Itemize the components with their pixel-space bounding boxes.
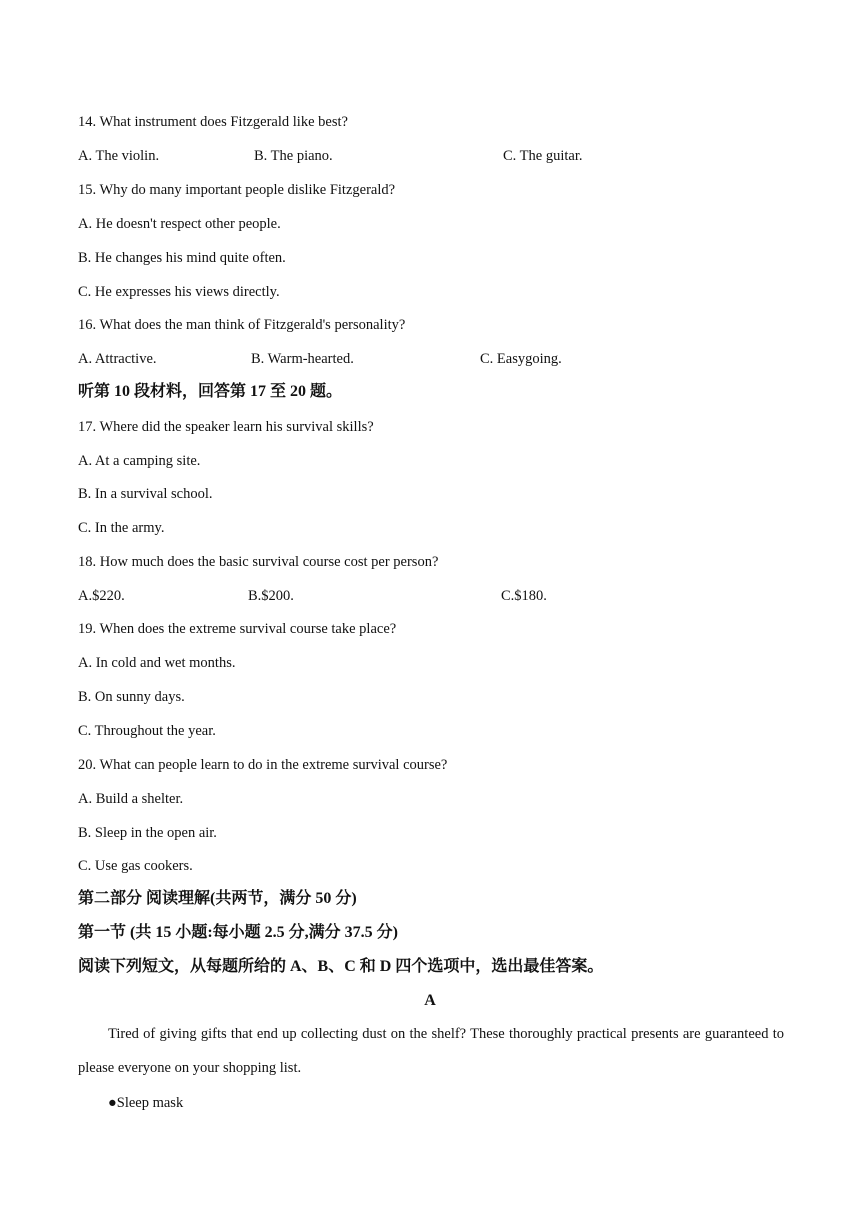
option-c: C. In the army. bbox=[78, 520, 165, 536]
option-c: C.$180. bbox=[501, 588, 547, 604]
option-a: A.$220. bbox=[78, 588, 125, 604]
option-b: B. He changes his mind quite often. bbox=[78, 250, 286, 266]
option-b: B.$200. bbox=[248, 588, 294, 604]
section-title: 第一节 (共 15 小题:每小题 2.5 分,满分 37.5 分) bbox=[78, 924, 398, 941]
option-b: B. Warm-hearted. bbox=[251, 351, 354, 367]
option-a: A. He doesn't respect other people. bbox=[78, 216, 281, 232]
question-20: 20. What can people learn to do in the extreme survival course? bbox=[78, 757, 448, 773]
option-b: B. On sunny days. bbox=[78, 689, 185, 705]
option-b: B. In a survival school. bbox=[78, 486, 213, 502]
option-c: C. He expresses his views directly. bbox=[78, 284, 280, 300]
option-b: B. The piano. bbox=[254, 148, 333, 164]
section-heading: 听第 10 段材料，回答第 17 至 20 题。 bbox=[78, 383, 343, 400]
part-title: 第二部分 阅读理解(共两节，满分 50 分) bbox=[78, 890, 357, 907]
question-18: 18. How much does the basic survival course cost per person? bbox=[78, 554, 439, 570]
question-17: 17. Where did the speaker learn his survival skills? bbox=[78, 419, 374, 435]
question-19: 19. When does the extreme survival course take place? bbox=[78, 621, 397, 637]
option-b: B. Sleep in the open air. bbox=[78, 825, 217, 841]
option-c: C. Throughout the year. bbox=[78, 723, 216, 739]
option-a: A. Attractive. bbox=[78, 351, 157, 367]
option-c: C. The guitar. bbox=[503, 148, 583, 164]
question-14: 14. What instrument does Fitzgerald like best? bbox=[78, 114, 348, 130]
question-16: 16. What does the man think of Fitzgerald's personality? bbox=[78, 317, 406, 333]
option-c: C. Use gas cookers. bbox=[78, 858, 193, 874]
option-a: A. The violin. bbox=[78, 148, 160, 164]
question-15: 15. Why do many important people dislike Fitzgerald? bbox=[78, 182, 396, 198]
option-a: A. At a camping site. bbox=[78, 453, 201, 469]
option-a: A. Build a shelter. bbox=[78, 791, 184, 807]
instruction: 阅读下列短文，从每题所给的 A、B、C 和 D 四个选项中，选出最佳答案。 bbox=[78, 958, 604, 975]
list-item: ●Sleep mask bbox=[108, 1095, 184, 1111]
option-c: C. Easygoing. bbox=[480, 351, 562, 367]
passage-letter: A bbox=[424, 992, 436, 1009]
option-a: A. In cold and wet months. bbox=[78, 655, 236, 671]
passage-paragraph: Tired of giving gifts that end up collecting dust on the shelf? These thoroughly practical presents are guaranteed to please everyone on your shopping list. bbox=[78, 1026, 784, 1076]
